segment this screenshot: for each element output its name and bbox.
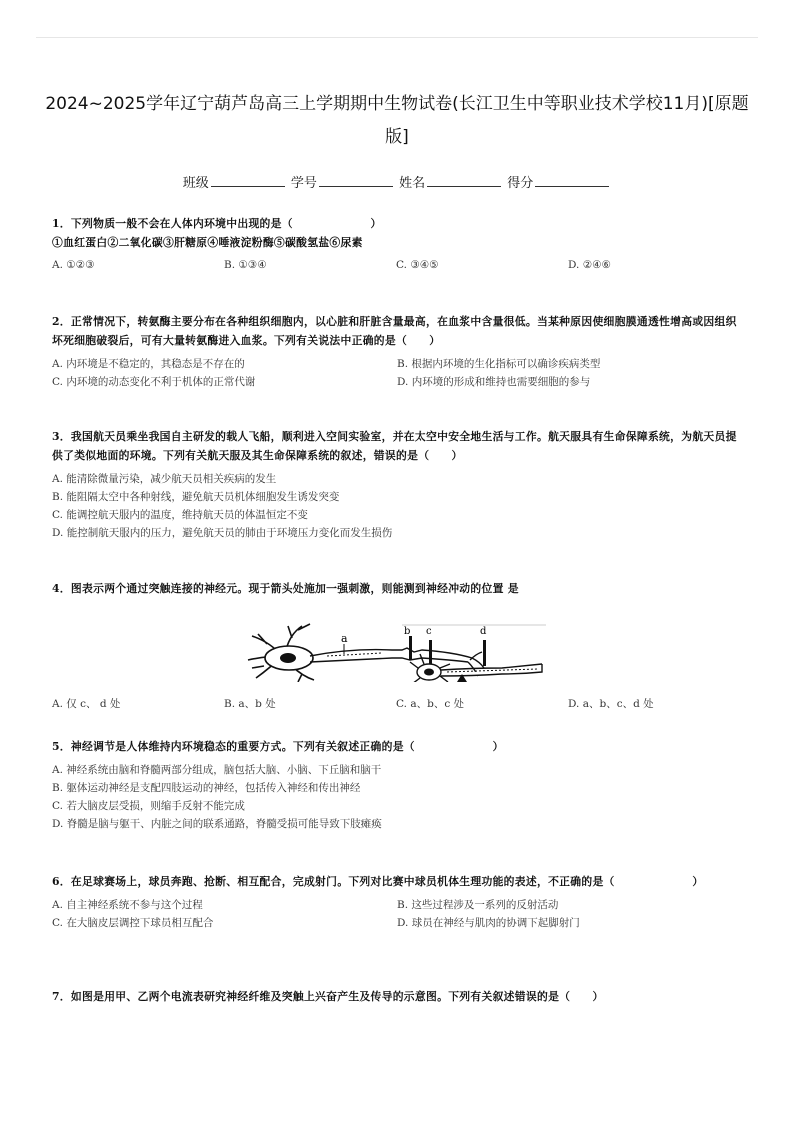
question-5-options <box>52 761 742 833</box>
option-c[interactable]: C. 若大脑皮层受损，则缩手反射不能完成 <box>52 800 245 812</box>
score-blank <box>535 174 609 187</box>
name-blank <box>427 174 501 187</box>
electrode-d <box>483 640 486 666</box>
question-6-stem: 6．在足球赛场上，球员奔跑、抢断、相互配合，完成射门。下列对比赛中球员机体生理功能的表述，不正确的是（ ） <box>52 875 704 888</box>
option-a[interactable]: A. 仅 c、 d 处 <box>52 698 121 710</box>
label-a: a <box>341 632 348 645</box>
question-6-options <box>52 896 742 932</box>
option-b[interactable]: B. ①③④ <box>224 259 267 271</box>
score-label: 得分 <box>507 176 534 191</box>
option-c[interactable]: C. 在大脑皮层调控下球员相互配合 <box>52 917 214 929</box>
option-a[interactable]: A. 能清除微量污染，减少航天员相关疾病的发生 <box>52 473 277 485</box>
question-4-stem: 4．图表示两个通过突触连接的神经元。现于箭头处施加一强刺激，则能测到神经冲动的位置 是 <box>52 582 519 595</box>
option-d[interactable]: D. a、b、c、d 处 <box>568 698 654 710</box>
question-7 <box>52 987 742 1006</box>
option-b[interactable]: B. 这些过程涉及一系列的反射活动 <box>397 899 559 911</box>
option-d[interactable]: D. ②④⑥ <box>568 259 611 271</box>
option-c[interactable]: C. 内环境的动态变化不利于机体的正常代谢 <box>52 376 256 388</box>
student-number-label: 学号 <box>290 176 317 191</box>
option-b[interactable]: B. a、b 处 <box>224 698 276 710</box>
neuron-2-nucleus <box>424 669 434 676</box>
electrode-c <box>429 640 432 664</box>
option-d[interactable]: D. 内环境的形成和维持也需要细胞的参与 <box>397 376 591 388</box>
axon-1 <box>310 648 484 668</box>
neuron-figure <box>52 598 742 682</box>
option-d[interactable]: D. 脊髓是脑与躯干、内脏之间的联系通路，脊髓受损可能导致下肢瘫痪 <box>52 818 382 830</box>
question-1 <box>52 214 742 274</box>
question-2 <box>52 312 742 391</box>
neuron-diagram <box>52 598 742 682</box>
label-c: c <box>426 626 432 637</box>
question-3-options <box>52 470 742 542</box>
option-b[interactable]: B. 能阻隔太空中各种射线，避免航天员机体细胞发生诱发突变 <box>52 491 340 503</box>
question-4 <box>52 579 742 713</box>
question-1-options <box>52 257 742 274</box>
title-line-2: 版] <box>385 127 409 147</box>
option-a[interactable]: A. ①②③ <box>52 259 95 271</box>
class-label: 班级 <box>182 176 209 191</box>
question-2-options <box>52 355 742 391</box>
question-3 <box>52 427 742 542</box>
student-info-row <box>0 172 794 191</box>
class-blank <box>211 174 285 187</box>
option-b[interactable]: B. 躯体运动神经是支配四肢运动的神经，包括传入神经和传出神经 <box>52 782 361 794</box>
option-c[interactable]: C. a、b、c 处 <box>396 698 465 710</box>
student-number-blank <box>319 174 393 187</box>
question-5-stem: 5．神经调节是人体维持内环境稳态的重要方式。下列有关叙述正确的是（ ） <box>52 740 504 753</box>
question-7-stem: 7．如图是用甲、乙两个电流表研究神经纤维及突触上兴奋产生及传导的示意图。下列有关叙述错误的是（ ） <box>52 990 604 1003</box>
option-b[interactable]: B. 根据内环境的生化指标可以确诊疾病类型 <box>397 358 601 370</box>
neuron-1-nucleus <box>280 653 296 663</box>
label-b: b <box>404 626 411 637</box>
question-6 <box>52 872 742 932</box>
question-5 <box>52 737 742 833</box>
name-label: 姓名 <box>399 176 426 191</box>
option-a[interactable]: A. 神经系统由脑和脊髓两部分组成，脑包括大脑、小脑、下丘脑和脑干 <box>52 764 382 776</box>
option-a[interactable]: A. 内环境是不稳定的，其稳态是不存在的 <box>52 358 245 370</box>
label-d: d <box>480 626 487 637</box>
option-d[interactable]: D. 球员在神经与肌肉的协调下起脚射门 <box>397 917 580 929</box>
exam-title <box>40 88 754 154</box>
header-rule <box>36 37 758 38</box>
option-c[interactable]: C. 能调控航天服内的温度，维持航天员的体温恒定不变 <box>52 509 308 521</box>
question-3-stem: 3．我国航天员乘坐我国自主研发的载人飞船，顺利进入空间实验室，并在太空中安全地生活与工作。航天服具有生命保障系统，为航天员提供了类似地面的环境。下列有关航天服及其生命保障系统的叙述，错误的是（ ） <box>52 430 737 462</box>
question-4-options <box>52 696 742 713</box>
question-1-stem: 1．下列物质一般不会在人体内环境中出现的是（ ） <box>52 217 382 230</box>
electrode-b <box>409 636 412 660</box>
option-c[interactable]: C. ③④⑤ <box>396 259 439 271</box>
question-1-stem-items: ①血红蛋白②二氧化碳③肝糖原④唾液淀粉酶⑤碳酸氢盐⑥尿素 <box>52 236 363 249</box>
option-a[interactable]: A. 自主神经系统不参与这个过程 <box>52 899 203 911</box>
question-2-stem: 2．正常情况下，转氨酶主要分布在各种组织细胞内，以心脏和肝脏含量最高，在血浆中含量很低。当某种原因使细胞膜通透性增高或因组织坏死细胞破裂后，可有大量转氨酶进入血浆。下列有关说法中正确的是（ ） <box>52 315 737 347</box>
neuron-1 <box>248 624 314 682</box>
title-line-1: 2024~2025学年辽宁葫芦岛高三上学期期中生物试卷(长江卫生中等职业技术学校11月)[原题 <box>45 94 749 114</box>
option-d[interactable]: D. 能控制航天服内的压力，避免航天员的肺由于环境压力变化而发生损伤 <box>52 527 393 539</box>
